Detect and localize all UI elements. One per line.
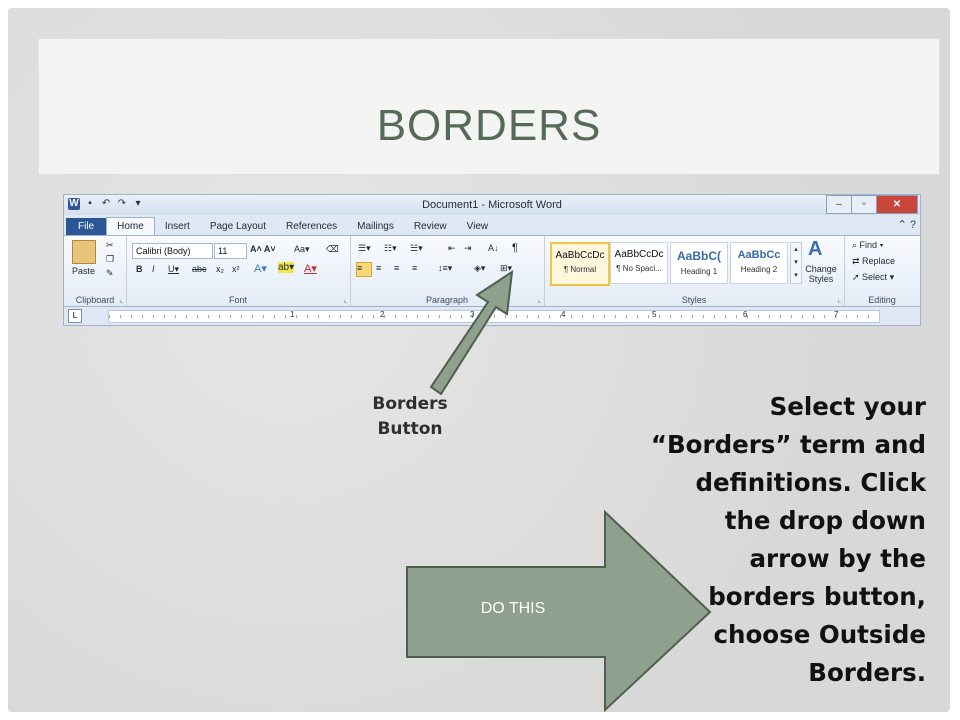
change-styles-button[interactable]: Change Styles xyxy=(805,264,837,284)
superscript-icon[interactable]: x² xyxy=(232,264,240,274)
italic-icon[interactable]: I xyxy=(152,264,155,274)
highlight-icon[interactable]: ab▾ xyxy=(278,262,295,273)
minimize-button[interactable]: – xyxy=(826,195,852,214)
change-styles-icon[interactable]: A xyxy=(808,238,823,260)
align-right-icon[interactable]: ≡ xyxy=(394,263,400,273)
undo-icon[interactable]: ↶ xyxy=(101,198,111,209)
dialog-launcher-icon[interactable]: ⌞ xyxy=(837,297,841,304)
find-label: Find xyxy=(859,240,878,250)
align-center-icon[interactable]: ≡ xyxy=(376,263,382,273)
replace-icon: ⇄ xyxy=(852,256,863,266)
callout-line-2: Button xyxy=(377,419,443,439)
word-logo-icon[interactable]: W xyxy=(69,198,79,209)
select-button[interactable]: ➚ Select ▾ xyxy=(852,272,895,282)
bullets-icon[interactable]: ☰▾ xyxy=(358,243,371,253)
font-color-icon[interactable]: A▾ xyxy=(304,263,317,275)
ruler-mark: 4 xyxy=(561,310,566,319)
group-label-styles: Styles xyxy=(681,295,707,305)
ruler-mark: 7 xyxy=(834,310,839,319)
maximize-button[interactable]: ▫ xyxy=(851,195,877,214)
justify-icon[interactable]: ≡ xyxy=(412,263,418,273)
help-icon[interactable]: ⌃ ? xyxy=(897,219,916,231)
find-icon: ⌕ xyxy=(852,240,860,250)
style-sample: AaBbC( xyxy=(677,249,721,263)
replace-label: Replace xyxy=(862,256,896,266)
select-icon: ➚ xyxy=(852,272,863,282)
style-sample: AaBbCcDc xyxy=(614,249,664,260)
group-label-clipboard: Clipboard xyxy=(75,295,115,305)
callout-line-1: Borders xyxy=(372,394,448,414)
do-this-label: DO THIS xyxy=(480,600,546,617)
tab-review[interactable]: Review xyxy=(413,221,447,232)
cut-icon[interactable]: ✂ xyxy=(106,240,114,250)
font-size-box[interactable]: 11 xyxy=(214,243,247,259)
multilevel-list-icon[interactable]: ☱▾ xyxy=(410,243,423,253)
ruler-mark: 5 xyxy=(652,310,657,319)
borders-button-callout xyxy=(360,392,460,442)
format-painter-icon[interactable]: ✎ xyxy=(106,268,114,278)
tab-page-layout[interactable]: Page Layout xyxy=(209,221,266,232)
shading-icon[interactable]: ◈▾ xyxy=(474,263,486,273)
ruler-mark: 3 xyxy=(470,310,475,319)
tab-mailings[interactable]: Mailings xyxy=(357,221,394,232)
style-name: Heading 2 xyxy=(740,265,778,274)
tab-selector-icon[interactable]: L xyxy=(68,309,82,323)
underline-icon[interactable]: U▾ xyxy=(168,264,180,274)
group-label-editing: Editing xyxy=(868,295,896,305)
ruler-mark: 2 xyxy=(380,310,385,319)
decrease-indent-icon[interactable]: ⇤ xyxy=(448,243,456,253)
redo-icon[interactable]: ↷ xyxy=(117,198,127,209)
clear-format-icon[interactable]: ⌫ xyxy=(326,244,339,254)
style-name: ¶ Normal xyxy=(563,265,597,274)
change-case-icon[interactable]: Aa▾ xyxy=(294,244,310,254)
tab-insert[interactable]: Insert xyxy=(164,221,190,232)
style-sample: AaBbCc xyxy=(737,249,781,261)
paste-button[interactable]: Paste xyxy=(72,266,96,276)
font-name-box[interactable]: Calibri (Body) xyxy=(132,243,213,259)
line-spacing-icon[interactable]: ↕≡▾ xyxy=(438,263,453,273)
group-label-paragraph: Paragraph xyxy=(425,295,469,305)
copy-icon[interactable]: ❐ xyxy=(106,254,115,264)
bold-icon[interactable]: B xyxy=(136,264,143,274)
style-name: ¶ No Spaci... xyxy=(616,264,662,273)
window-title: Document1 - Microsoft Word xyxy=(422,199,562,211)
tab-references[interactable]: References xyxy=(286,221,338,232)
align-left-icon[interactable]: ≡ xyxy=(356,262,372,277)
select-label: Select xyxy=(862,272,888,282)
ruler-mark: 6 xyxy=(743,310,748,319)
dialog-launcher-icon[interactable]: ⌞ xyxy=(343,297,347,304)
dialog-launcher-icon[interactable]: ⌞ xyxy=(119,297,123,304)
tab-view[interactable]: View xyxy=(466,221,489,232)
instructions-text: Select your “Borders” term and definitions. Click the drop down arrow by the borders button, choose Outside Borders. xyxy=(650,392,926,687)
text-effects-icon[interactable]: A▾ xyxy=(254,263,267,275)
close-button[interactable]: ✕ xyxy=(876,195,918,214)
styles-scroll-icon[interactable]: ▴ ▾ ▾ xyxy=(790,242,802,284)
subscript-icon[interactable]: x₂ xyxy=(216,264,224,274)
slide-title: BORDERS xyxy=(376,101,602,150)
borders-icon[interactable]: ⊞▾ xyxy=(500,263,513,273)
customize-qat-icon[interactable]: ▾ xyxy=(135,198,141,209)
increase-indent-icon[interactable]: ⇥ xyxy=(464,243,472,253)
pointer-arrow-icon xyxy=(431,272,512,394)
dialog-launcher-icon[interactable]: ⌞ xyxy=(537,297,541,304)
grow-font-icon[interactable]: A˄ A˅ xyxy=(250,244,276,254)
show-formatting-icon[interactable]: ¶ xyxy=(512,242,518,254)
sort-icon[interactable]: A↓ xyxy=(488,243,499,253)
ruler-mark: 1 xyxy=(290,310,295,319)
strikethrough-icon[interactable]: abc xyxy=(192,264,207,274)
style-name: Heading 1 xyxy=(680,267,718,276)
tab-file[interactable]: File xyxy=(66,218,106,235)
style-sample: AaBbCcDc xyxy=(555,250,605,261)
group-label-font: Font xyxy=(228,295,247,305)
save-icon[interactable]: ▪ xyxy=(88,198,92,209)
tab-home[interactable]: Home xyxy=(106,217,155,235)
numbering-icon[interactable]: ☷▾ xyxy=(384,243,397,253)
find-button[interactable]: ⌕ Find ▾ xyxy=(852,240,884,250)
